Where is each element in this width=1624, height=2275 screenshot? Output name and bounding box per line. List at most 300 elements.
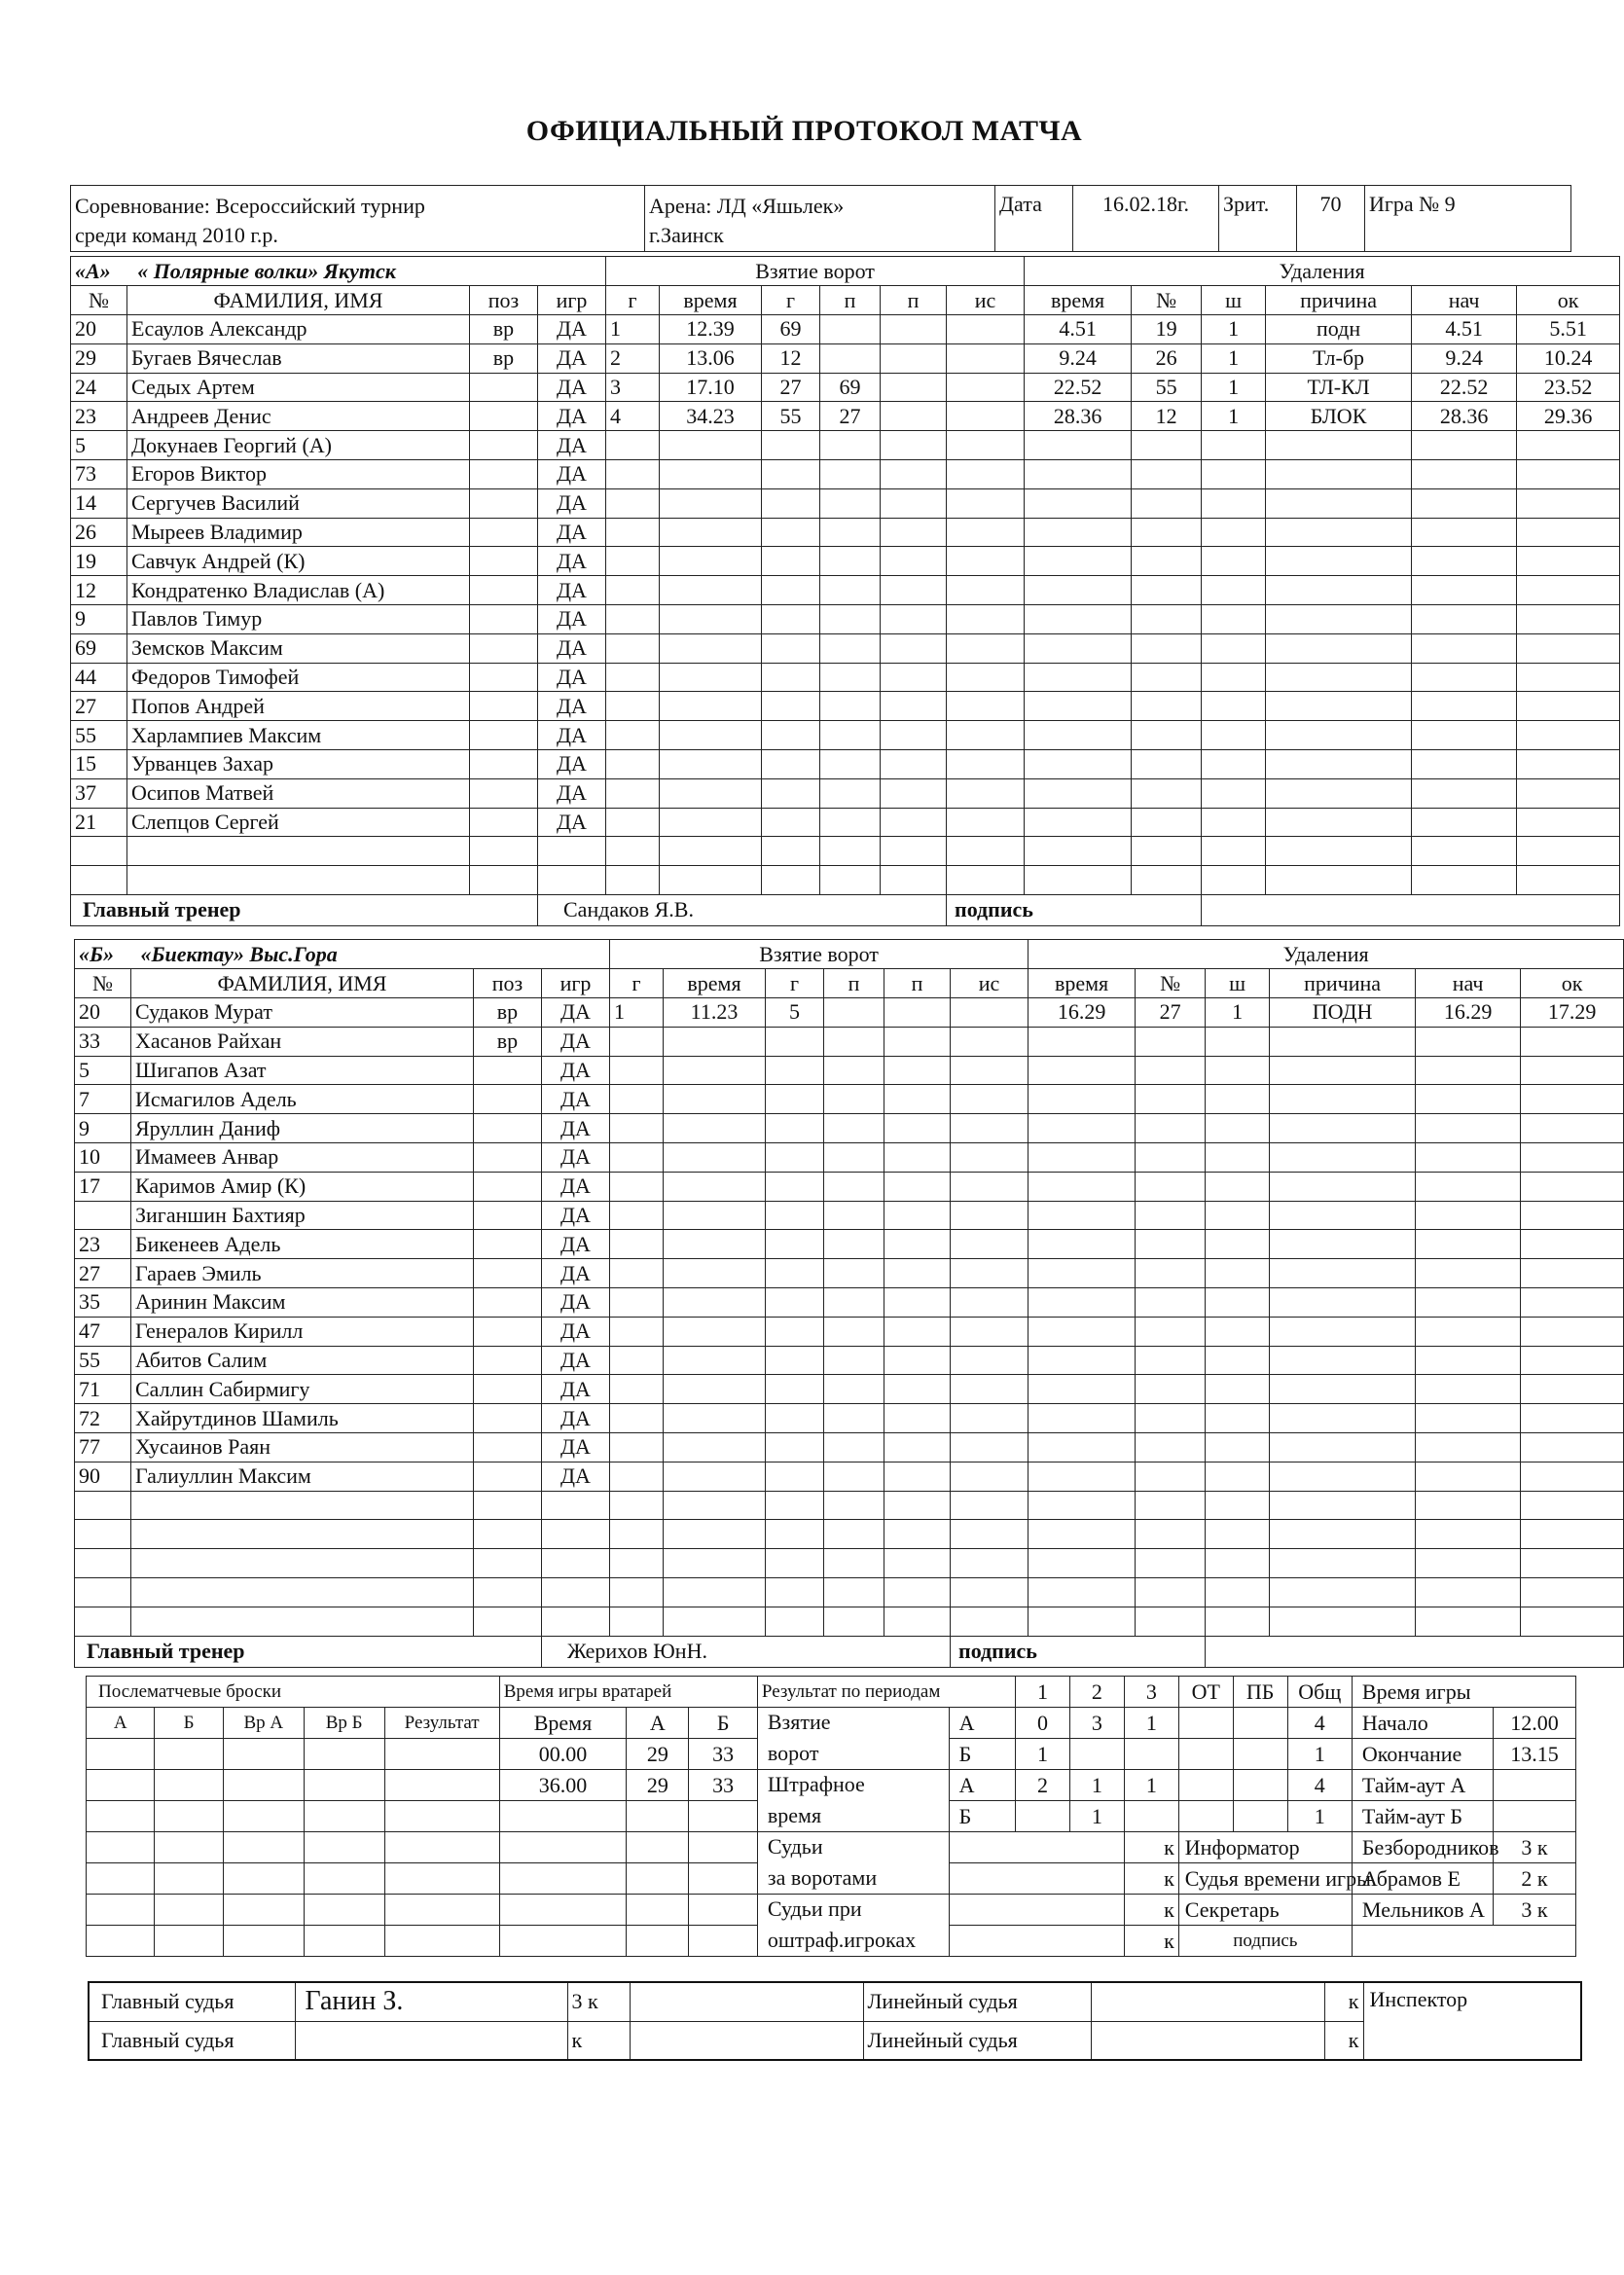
penalty-sh [1206, 1114, 1270, 1143]
player-played [542, 1520, 610, 1549]
col-header-time: время [660, 286, 762, 315]
player-name: Федоров Тимофей [127, 663, 470, 692]
player-pos [474, 1404, 542, 1433]
goal-g2 [762, 866, 820, 895]
player-pos [470, 633, 538, 663]
goal-g2 [766, 1201, 824, 1230]
team-letter: «А» [75, 258, 111, 283]
player-played [542, 1491, 610, 1520]
goal-p2 [881, 488, 947, 518]
penalty-start [1412, 866, 1517, 895]
table-row [71, 663, 1620, 692]
player-name: Кондратенко Владислав (А) [127, 576, 470, 605]
goal-g2 [766, 1287, 824, 1317]
penalty-end [1517, 749, 1620, 778]
col-header-num: № [75, 969, 131, 998]
penalty-start: 4.51 [1412, 315, 1517, 344]
penalty-start [1412, 518, 1517, 547]
penalty-sh [1202, 518, 1266, 547]
col-header-is: ис [947, 286, 1025, 315]
goal-g2 [766, 1462, 824, 1491]
goal-g2: 27 [762, 373, 820, 402]
penalty-start [1416, 1114, 1521, 1143]
player-name: Хасанов Райхан [131, 1027, 474, 1056]
player-name: Хусаинов Раян [131, 1432, 474, 1462]
penalty-num [1136, 1056, 1206, 1085]
goal-p2 [881, 866, 947, 895]
goal-p2 [881, 431, 947, 460]
goal-is [947, 315, 1025, 344]
penalty-sh [1202, 866, 1266, 895]
goal-g [610, 1432, 664, 1462]
goal-is [951, 1114, 1029, 1143]
table-row [75, 1607, 1624, 1636]
penalty-num [1132, 633, 1202, 663]
penalty-time: 16.29 [1029, 998, 1136, 1028]
secretary-name: Мельников А [1352, 1895, 1493, 1926]
player-played: ДА [538, 315, 606, 344]
penalty-num [1136, 1259, 1206, 1288]
penalty-time [1029, 1432, 1136, 1462]
goal-p2 [884, 1404, 951, 1433]
team-b-table [74, 939, 1624, 1668]
player-played: ДА [542, 1027, 610, 1056]
goal-g2 [762, 547, 820, 576]
player-name: Слепцов Сергей [127, 808, 470, 837]
penalty-start [1416, 1259, 1521, 1288]
penalty-num [1136, 1287, 1206, 1317]
penalty-time [1025, 459, 1132, 488]
penalty-judges-label: Судьи при оштраф.игроках [757, 1895, 949, 1957]
player-pos [474, 1520, 542, 1549]
goal-p2 [884, 998, 951, 1028]
goal-is [951, 1201, 1029, 1230]
penalty-reason [1266, 866, 1412, 895]
player-name: Осипов Матвей [127, 778, 470, 808]
goal-g2 [766, 1607, 824, 1636]
goal-g [606, 749, 660, 778]
player-name: Савчук Андрей (К) [127, 547, 470, 576]
goal-p1: 69 [820, 373, 881, 402]
penalty-start [1416, 1230, 1521, 1259]
goal-g [610, 1375, 664, 1404]
penalty-num [1132, 518, 1202, 547]
coach-signature-label: подпись [951, 1636, 1206, 1667]
player-pos [474, 1201, 542, 1230]
penalty-end [1521, 1230, 1624, 1259]
goal-g [610, 1404, 664, 1433]
goal-is [947, 692, 1025, 721]
col-header-pnum: № [1136, 969, 1206, 998]
goal-g: 4 [606, 402, 660, 431]
table-row [75, 1114, 1624, 1143]
table-row [71, 431, 1620, 460]
goal-time [664, 1375, 766, 1404]
player-name: Шигапов Азат [131, 1056, 474, 1085]
goal-p1 [820, 459, 881, 488]
player-played: ДА [538, 721, 606, 750]
goals-section-title: Взятие ворот [606, 257, 1025, 286]
penalty-num [1136, 1520, 1206, 1549]
player-name: Имамеев Анвар [131, 1142, 474, 1172]
goal-p1 [824, 1027, 884, 1056]
player-pos [474, 1462, 542, 1491]
penalty-sh [1206, 1317, 1270, 1346]
goal-is [947, 402, 1025, 431]
penalty-time [1025, 778, 1132, 808]
table-row [71, 866, 1620, 895]
player-name: Галиуллин Максим [131, 1462, 474, 1491]
player-number: 23 [75, 1230, 131, 1259]
goal-g2 [766, 1259, 824, 1288]
player-played: ДА [538, 402, 606, 431]
goal-is [951, 1259, 1029, 1288]
goal-is [951, 1085, 1029, 1114]
goal-g [610, 1549, 664, 1578]
goal-g2 [762, 749, 820, 778]
goal-is [951, 1142, 1029, 1172]
goal-time [660, 604, 762, 633]
penalty-sh [1206, 1462, 1270, 1491]
goal-p1 [824, 1404, 884, 1433]
penalty-start [1412, 778, 1517, 808]
goal-g [606, 866, 660, 895]
penalty-time [1029, 1259, 1136, 1288]
penalty-reason [1270, 1114, 1416, 1143]
col-header-sh: ш [1206, 969, 1270, 998]
goal-g2 [766, 1027, 824, 1056]
goal-p2 [884, 1201, 951, 1230]
penalty-start [1416, 1462, 1521, 1491]
player-pos [474, 1287, 542, 1317]
player-played: ДА [538, 808, 606, 837]
table-row [75, 1375, 1624, 1404]
penalty-reason: ПОДН [1270, 998, 1416, 1028]
penalty-sh [1202, 837, 1266, 866]
goal-time [660, 488, 762, 518]
goal-g2: 55 [762, 402, 820, 431]
goal-g [610, 1607, 664, 1636]
player-number [75, 1520, 131, 1549]
penalty-start [1412, 808, 1517, 837]
arena-cell: Арена: ЛД «Яшьлек» г.Заинск [645, 186, 995, 252]
goal-is [947, 373, 1025, 402]
head-coach-label: Главный тренер [75, 1636, 542, 1667]
table-row [75, 1462, 1624, 1491]
penalty-start [1412, 837, 1517, 866]
penalty-time [1025, 576, 1132, 605]
player-pos [470, 808, 538, 837]
goal-is [947, 663, 1025, 692]
goal-time [660, 808, 762, 837]
penalty-time [1029, 1607, 1136, 1636]
inspector-label: Инспектор [1363, 1982, 1581, 2060]
goal-p1 [824, 1114, 884, 1143]
goal-g2: 5 [766, 998, 824, 1028]
penalty-num [1136, 1142, 1206, 1172]
goal-is [951, 1375, 1029, 1404]
player-played: ДА [538, 459, 606, 488]
penalty-time [1025, 866, 1132, 895]
penalty-reason: БЛОК [1266, 402, 1412, 431]
player-played [542, 1549, 610, 1578]
player-number: 15 [71, 749, 127, 778]
goal-p2 [884, 1549, 951, 1578]
goal-is [947, 749, 1025, 778]
player-number [75, 1577, 131, 1607]
penalty-start [1412, 721, 1517, 750]
player-number: 27 [71, 692, 127, 721]
penalty-sh [1206, 1172, 1270, 1201]
goal-p2 [881, 373, 947, 402]
goal-p2 [884, 1462, 951, 1491]
col-header-reason: причина [1270, 969, 1416, 998]
goal-p2 [881, 692, 947, 721]
player-number: 21 [71, 808, 127, 837]
col-header-sh: ш [1202, 286, 1266, 315]
table-row [71, 402, 1620, 431]
pim-label: Штрафное время [757, 1770, 949, 1832]
penalty-sh [1206, 1549, 1270, 1578]
col-header-reason: причина [1266, 286, 1412, 315]
goal-g2 [766, 1404, 824, 1433]
penalty-end [1521, 1346, 1624, 1375]
player-pos [474, 1491, 542, 1520]
player-name: Абитов Салим [131, 1346, 474, 1375]
main-referee-label-2: Главный судья [89, 2021, 295, 2060]
goal-time: 13.06 [660, 343, 762, 373]
player-pos [470, 459, 538, 488]
penalty-start [1412, 749, 1517, 778]
penalty-num [1136, 1432, 1206, 1462]
penalty-sh [1202, 749, 1266, 778]
penalty-num: 55 [1132, 373, 1202, 402]
goal-g [610, 1085, 664, 1114]
penalty-start [1416, 1346, 1521, 1375]
player-number: 14 [71, 488, 127, 518]
penalty-end: 23.52 [1517, 373, 1620, 402]
player-pos [470, 749, 538, 778]
goal-is [951, 1577, 1029, 1607]
penalty-num [1136, 1172, 1206, 1201]
penalty-end [1517, 721, 1620, 750]
player-name: Хайрутдинов Шамиль [131, 1404, 474, 1433]
penalty-time [1029, 1114, 1136, 1143]
player-pos [474, 1230, 542, 1259]
penalty-end [1517, 518, 1620, 547]
penalty-start: 22.52 [1412, 373, 1517, 402]
table-row [75, 1317, 1624, 1346]
goal-is [947, 459, 1025, 488]
penalty-start [1412, 547, 1517, 576]
penalty-start [1416, 1085, 1521, 1114]
goal-g2 [766, 1577, 824, 1607]
penalty-time [1025, 604, 1132, 633]
penalty-num [1136, 1607, 1206, 1636]
col-header-time: время [664, 969, 766, 998]
player-number [75, 1607, 131, 1636]
player-name: Саллин Сабирмигу [131, 1375, 474, 1404]
penalty-reason [1266, 663, 1412, 692]
penalty-reason [1266, 778, 1412, 808]
penalty-sh [1202, 808, 1266, 837]
penalty-reason [1266, 721, 1412, 750]
player-number: 72 [75, 1404, 131, 1433]
col-header-p1: п [824, 969, 884, 998]
goal-time [660, 866, 762, 895]
penalty-sh [1206, 1230, 1270, 1259]
penalty-start [1416, 1404, 1521, 1433]
goal-time [660, 692, 762, 721]
goal-time [664, 1027, 766, 1056]
penalty-reason [1266, 604, 1412, 633]
player-number: 71 [75, 1375, 131, 1404]
line-judge-label-1: Линейный судья [863, 1982, 1091, 2021]
player-name: Исмагилов Адель [131, 1085, 474, 1114]
goal-p2 [881, 663, 947, 692]
penalties-section-title: Удаления [1029, 940, 1624, 969]
goal-p1 [824, 1201, 884, 1230]
goal-g [606, 692, 660, 721]
table-row [75, 1027, 1624, 1056]
penalty-reason [1266, 488, 1412, 518]
penalty-sh [1206, 1375, 1270, 1404]
penalty-sh [1202, 431, 1266, 460]
penalty-start [1416, 1432, 1521, 1462]
goal-time [660, 633, 762, 663]
goal-p1 [820, 778, 881, 808]
goal-g2 [762, 633, 820, 663]
goal-p1 [820, 604, 881, 633]
goal-time [660, 459, 762, 488]
player-name [131, 1520, 474, 1549]
player-pos [474, 1259, 542, 1288]
goal-p2 [881, 518, 947, 547]
goal-g2 [766, 1491, 824, 1520]
penalty-num [1136, 1346, 1206, 1375]
table-row [71, 488, 1620, 518]
goal-g2: 12 [762, 343, 820, 373]
penalty-num [1132, 576, 1202, 605]
player-name: Андреев Денис [127, 402, 470, 431]
table-row [71, 547, 1620, 576]
goal-is [947, 778, 1025, 808]
col-header-name: ФАМИЛИЯ, ИМЯ [127, 286, 470, 315]
penalty-time [1029, 1346, 1136, 1375]
goal-p1 [824, 1607, 884, 1636]
penalty-start [1416, 1027, 1521, 1056]
player-played: ДА [538, 692, 606, 721]
goal-is [951, 1549, 1029, 1578]
goal-is [951, 1520, 1029, 1549]
goal-g2 [762, 576, 820, 605]
goal-p1 [820, 837, 881, 866]
goal-g [610, 1142, 664, 1172]
goal-g [606, 518, 660, 547]
goal-p1 [824, 1346, 884, 1375]
goal-g2: 69 [762, 315, 820, 344]
penalty-num [1136, 1085, 1206, 1114]
penalty-num [1136, 1375, 1206, 1404]
player-number [71, 837, 127, 866]
goal-p2 [884, 1230, 951, 1259]
goal-g [610, 1462, 664, 1491]
player-name: Седых Артем [127, 373, 470, 402]
goal-time [660, 547, 762, 576]
timekeeper-name: Абрамов Е [1352, 1863, 1493, 1895]
player-number: 9 [75, 1114, 131, 1143]
goal-p1 [824, 1287, 884, 1317]
penalty-start: 9.24 [1412, 343, 1517, 373]
goal-time [660, 663, 762, 692]
player-name: Павлов Тимур [127, 604, 470, 633]
penalty-end [1521, 1172, 1624, 1201]
penalty-num [1132, 866, 1202, 895]
goal-time [660, 837, 762, 866]
goal-is [951, 1404, 1029, 1433]
penalty-sh [1206, 1520, 1270, 1549]
player-pos [474, 1114, 542, 1143]
penalty-time [1029, 1085, 1136, 1114]
goal-p1 [824, 1172, 884, 1201]
player-pos [470, 604, 538, 633]
goal-g2 [766, 1085, 824, 1114]
penalty-end: 5.51 [1517, 315, 1620, 344]
goal-p2 [881, 749, 947, 778]
penalty-sh [1206, 1142, 1270, 1172]
player-number: 27 [75, 1259, 131, 1288]
goal-g [610, 1027, 664, 1056]
penalty-start [1412, 431, 1517, 460]
penalty-time: 4.51 [1025, 315, 1132, 344]
penalty-reason [1266, 518, 1412, 547]
goal-p2 [884, 1491, 951, 1520]
goal-p1 [824, 1520, 884, 1549]
player-pos [474, 1172, 542, 1201]
penalty-sh [1202, 778, 1266, 808]
goal-g [606, 576, 660, 605]
goal-p1 [824, 1375, 884, 1404]
player-name: Бикенеев Адель [131, 1230, 474, 1259]
penalty-time: 9.24 [1025, 343, 1132, 373]
player-number: 69 [71, 633, 127, 663]
penalty-end [1517, 488, 1620, 518]
penalty-reason [1270, 1142, 1416, 1172]
player-pos [474, 1432, 542, 1462]
player-number: 55 [75, 1346, 131, 1375]
goal-p2 [881, 808, 947, 837]
goal-p1 [824, 1056, 884, 1085]
player-name: Каримов Амир (К) [131, 1172, 474, 1201]
goal-is [951, 1056, 1029, 1085]
goal-p1 [824, 1491, 884, 1520]
penalty-reason [1266, 431, 1412, 460]
player-number [71, 866, 127, 895]
col-header-start: нач [1412, 286, 1517, 315]
player-pos [470, 778, 538, 808]
goal-p1 [824, 1549, 884, 1578]
penalty-time [1025, 749, 1132, 778]
penalty-time: 28.36 [1025, 402, 1132, 431]
penalty-time [1029, 1230, 1136, 1259]
penalty-num [1132, 459, 1202, 488]
goal-time [664, 1230, 766, 1259]
table-row [71, 343, 1620, 373]
table-row [75, 1056, 1624, 1085]
player-played [542, 1577, 610, 1607]
player-played [538, 837, 606, 866]
goal-time [660, 431, 762, 460]
